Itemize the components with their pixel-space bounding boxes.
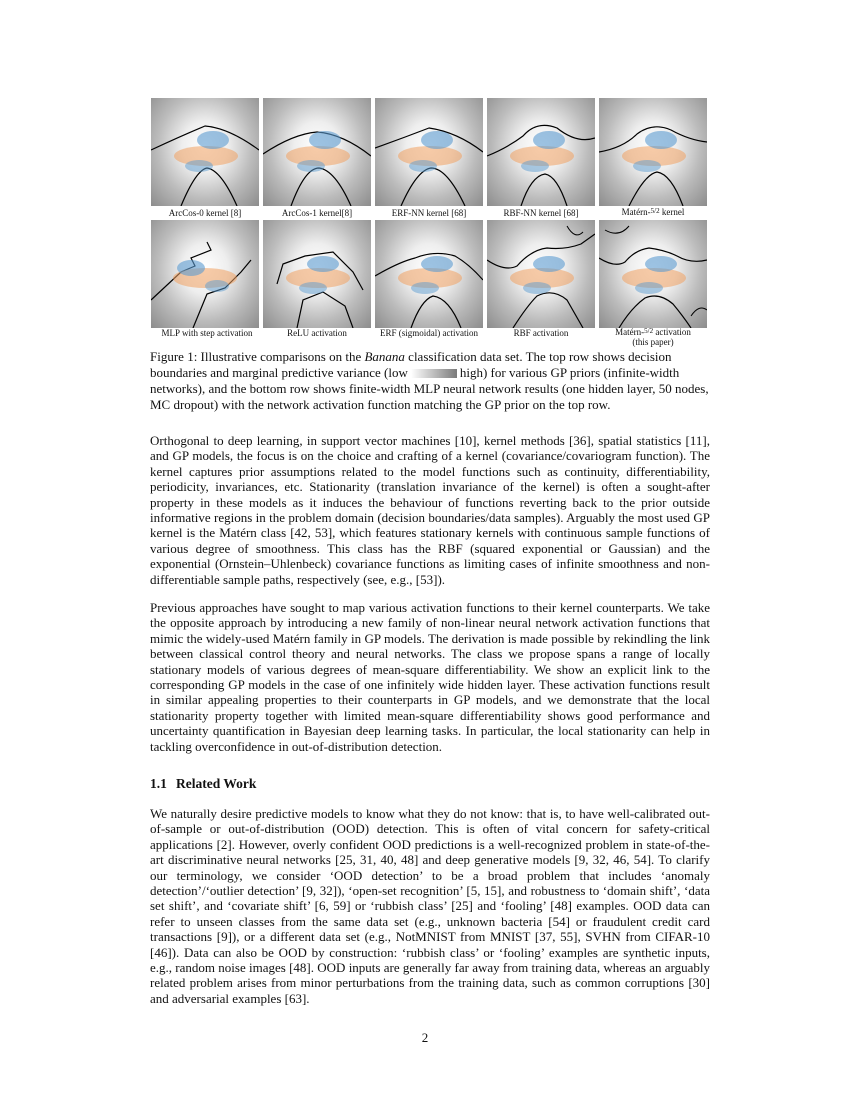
panel-arccos1-kernel: [263, 98, 371, 206]
caption-erf-activation: ERF (sigmoidal) activation: [380, 328, 478, 338]
panel-relu: [263, 220, 371, 328]
paragraph-previous-approaches: Previous approaches have sought to map various activation functions to their kernel counterparts. We take the opposite approach by introducing a new family of non-linear neural network activation functions that mimic the widely-used Matérn family in GP models. The derivation is made possible by rekindling the link between classical control theory and neural networks. The class we propose spans a range of locally stationary models of various degrees of mean-square differentiability. We show an explicit link to the corresponding GP models in the case of one infinitely wide hidden layer. These activation functions result in similar appealing properties to their counterparts in GP models, and we demonstrate that the local stationarity property together with limited mean-square differentiability shows good performance and uncertainty quantification in Bayesian deep learning tasks. In particular, the local stationarity can help in tackling overconfidence in out-of-distribution detection.: [150, 600, 710, 754]
figure-caption-label: Figure 1: Illustrative comparisons on the: [150, 349, 365, 364]
paragraph-related-work: We naturally desire predictive models to know what they do not know: that is, to have well-calibrated out-of-sample or out-of-distribution (OOD) detection. This is often of vital concern for safety-critical applications [2]. However, overly confident OOD predictions is a well-recognized problem in state-of-the-art discriminative neural networks [25, 31, 40, 48] and deep generative models [9, 32, 46, 54]. To clarify our terminology, we consider ‘OOD detection’ to be a broad problem that includes ‘anomaly detection’/‘outlier detection’ [9, 32]), ‘open-set recognition’ [5, 15], and robustness to ‘domain shift’, ‘data set shift’, and ‘covariate shift’ [6, 59] or ‘rubbish class’ [25] and ‘fooling’ [48] examples. OOD data can refer to unseen classes from the same data set (e.g., unknown bacteria [54] or fraudulent credit card transactions [9]), or a different data set (e.g., NotMNIST from MNIST [37, 55], SVHN from CIFAR-10 [46]). Data can also be OOD by construction: ‘rubbish class’ or ‘fooling’ examples are synthetic inputs, e.g., random noise images [48]. OOD inputs are generally far away from training data, whereas an arguably related problem arises from minor perturbations from the training data, such as common corruptions [30] and adversarial examples [63].: [150, 806, 710, 1006]
figure-caption-text2: high) for various GP priors (infinite-width networks), and the bottom row shows finite-width MLP neural network results (one hidden layer, 50 nodes, MC dropout) with the network activation function matching the GP prior on the top row.: [150, 365, 709, 412]
caption-relu: ReLU activation: [287, 328, 347, 338]
caption-matern-kernel: [591, 206, 715, 217]
variance-gradient-legend: [411, 369, 457, 378]
caption-matern-activation-line2: (this paper): [632, 337, 674, 347]
caption-matern-activation-frac: 5/2: [644, 327, 654, 335]
caption-matern-kernel-suffix: kernel: [659, 207, 685, 217]
figure-caption-dataset: Banana: [364, 349, 405, 364]
caption-matern-kernel-prefix: Matérn-: [621, 207, 651, 217]
figure-caption-text1: classification data set. The top row shows decision boundaries and marginal predictive variance (low: [150, 349, 672, 380]
caption-rbf-activation: RBF activation: [513, 328, 569, 338]
caption-arccos1: ArcCos-1 kernel[8]: [281, 208, 353, 218]
panel-mlp-step: [151, 220, 259, 328]
caption-matern-activation-suffix: activation: [653, 327, 691, 337]
paragraph-stationarity: Orthogonal to deep learning, in support vector machines [10], kernel methods [36], spatial statistics [11], and GP models, the focus is on the choice and crafting of a kernel (covariance/covariogram function). The kernel captures prior assumptions related to the model functions such as continuity, differentiability, periodicity, invariances, etc. Stationarity (translation invariance of the kernel) is often a sought-after property in these models as it induces the behaviour of functions reverting back to the prior outside informative regions in the problem domain (decision boundaries/data samples). Arguably the most used GP kernel is the Matérn class [42, 53], which features stationary kernels with continuous sample functions of various degree of smoothness. This class has the RBF (squared exponential or Gaussian) and the exponential (Ornstein–Uhlenbeck) covariance functions as limiting cases of infinite smoothness and non-differentiable sample paths, respectively (see, e.g., [53]).: [150, 433, 710, 587]
figure-caption: [150, 349, 710, 413]
panel-erf-activation: [375, 220, 483, 328]
panel-matern-activation: [599, 220, 707, 328]
panel-rbf-activation: [487, 220, 595, 328]
caption-rbf-nn: RBF-NN kernel [68]: [503, 208, 579, 218]
caption-arccos0: ArcCos-0 kernel [8]: [168, 208, 242, 218]
panel-rbf-nn-kernel: [487, 98, 595, 206]
caption-matern-activation-line1: [591, 326, 715, 337]
section-title: Related Work: [176, 776, 257, 791]
caption-matern-activation: [591, 326, 715, 347]
caption-erf-nn: ERF-NN kernel [68]: [391, 208, 467, 218]
caption-mlp-step: MLP with step activation: [161, 328, 253, 338]
section-heading: [150, 776, 256, 792]
panel-erf-nn-kernel: [375, 98, 483, 206]
caption-matern-kernel-frac: 5/2: [650, 207, 660, 215]
caption-matern-activation-prefix: Matérn-: [615, 327, 645, 337]
page-number: 2: [421, 1030, 429, 1045]
section-number: 1.1: [150, 776, 167, 791]
panel-matern-kernel: [599, 98, 707, 206]
panel-arccos0-kernel: [151, 98, 259, 206]
